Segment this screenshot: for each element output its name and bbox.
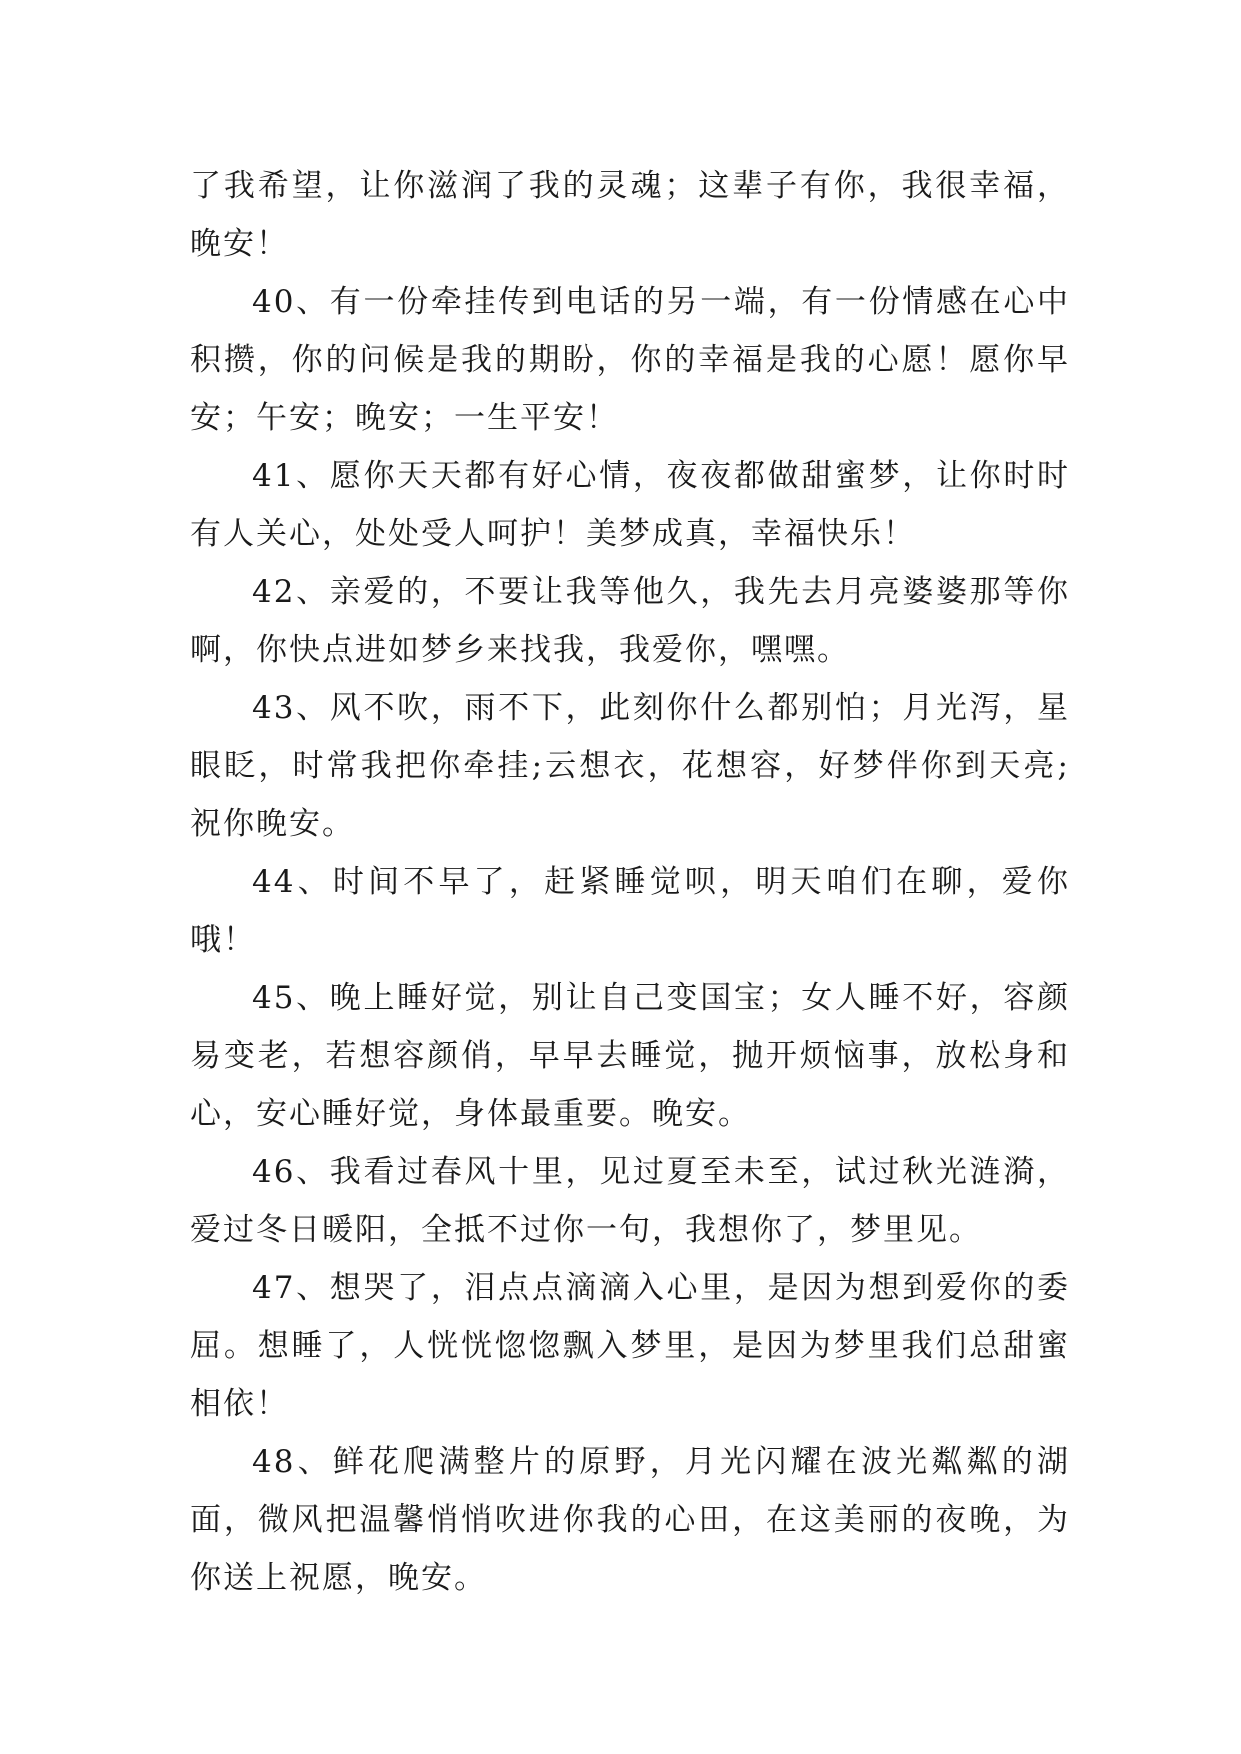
paragraph-42: 42、亲爱的，不要让我等他久，我先去月亮婆婆那等你啊，你快点进如梦乡来找我，我爱你，嘿嘿。 [190,574,1070,668]
paragraph-41: 41、愿你天天都有好心情，夜夜都做甜蜜梦，让你时时有人关心，处处受人呵护！美梦成真，幸福快乐！ [190,458,1070,552]
paragraph-45: 45、晚上睡好觉，别让自己变国宝；女人睡不好，容颜易变老，若想容颜俏，早早去睡觉，抛开烦恼事，放松身和心，安心睡好觉，身体最重要。晚安。 [190,980,1070,1132]
document-body [190,157,1070,1607]
paragraph-continued: 了我希望，让你滋润了我的灵魂；这辈子有你，我很幸福，晚安！ [190,168,1070,262]
paragraph-40: 40、有一份牵挂传到电话的另一端，有一份情感在心中积攒，你的问候是我的期盼，你的幸福是我的心愿！愿你早安；午安；晚安；一生平安！ [190,284,1070,436]
paragraph-44: 44、时间不早了，赶紧睡觉呗，明天咱们在聊，爱你哦！ [190,864,1070,958]
paragraph-47: 47、想哭了，泪点点滴滴入心里，是因为想到爱你的委屈。想睡了，人恍恍惚惚飘入梦里，是因为梦里我们总甜蜜相依！ [190,1270,1070,1422]
paragraph-48: 48、鲜花爬满整片的原野，月光闪耀在波光粼粼的湖面，微风把温馨悄悄吹进你我的心田，在这美丽的夜晚，为你送上祝愿，晚安。 [190,1444,1070,1596]
paragraph-46: 46、我看过春风十里，见过夏至未至，试过秋光涟漪，爱过冬日暖阳，全抵不过你一句，我想你了，梦里见。 [190,1154,1070,1248]
paragraph-43: 43、风不吹，雨不下，此刻你什么都别怕；月光泻，星眼眨，时常我把你牵挂;云想衣，花想容，好梦伴你到天亮;祝你晚安。 [190,690,1070,842]
